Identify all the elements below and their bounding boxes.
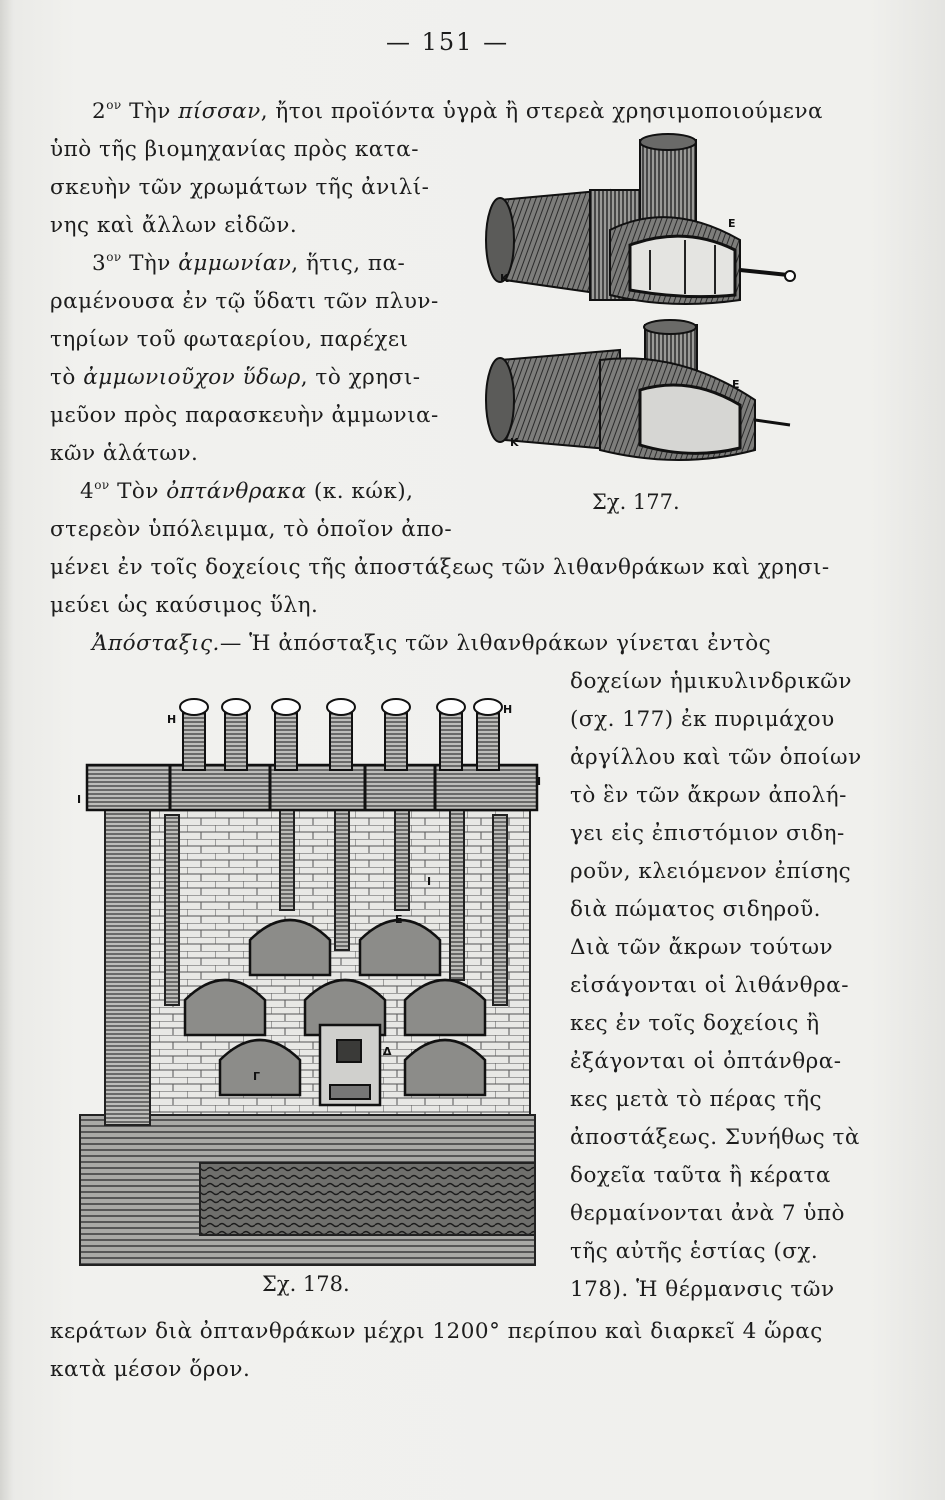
paragraph-line: τηρίων τοῦ φωταερίου, παρέχει xyxy=(50,327,409,352)
paragraph-line: μεύει ὡς καύσιμος ὕλη. xyxy=(50,593,319,618)
paragraph-line: κεράτων διὰ ὀπτανθράκων μέχρι 1200° περίπου καὶ διαρκεῖ 4 ὥρας xyxy=(50,1319,823,1344)
label-g: Γ xyxy=(253,1070,261,1083)
paragraph-line: γει εἰς ἐπιστόμιον σιδη- xyxy=(570,821,845,846)
label-e-oven: Ε xyxy=(395,913,403,926)
paragraph-line: ἀργίλλου καὶ τῶν ὁποίων xyxy=(570,745,862,770)
figure-178-furnace xyxy=(75,685,545,1275)
paragraph-line: ἐξάγονται οἱ ὀπτάνθρα- xyxy=(570,1049,842,1074)
label-i-inner: Ι xyxy=(427,875,432,888)
paragraph-line: μένει ἐν τοῖς δοχείοις τῆς ἀποστάξεως τῶν λιθανθράκων καὶ χρησι- xyxy=(50,555,830,580)
paragraph-line: ραμένουσα ἐν τῷ ὕδατι τῶν πλυν- xyxy=(50,289,439,314)
label-k-upper: Κ xyxy=(500,272,509,285)
paragraph-line: ὑπὸ τῆς βιομηχανίας πρὸς κατα- xyxy=(50,137,419,162)
paragraph-line: θερμαίνονται ἀνὰ 7 ὑπὸ xyxy=(570,1201,846,1226)
paragraph-line: $4^{o\nu}$ Τὸν ὀπτάνθρακα (κ. κώκ), xyxy=(80,478,414,504)
paragraph-line: $2^{o\nu}$ Τὴν πίσσαν, ἤτοι προϊόντα ὑγρὰ ἢ στερεὰ χρησιμοποιούμενα xyxy=(92,98,824,124)
paragraph-line: τῆς αὐτῆς ἑστίας (σχ. xyxy=(570,1239,819,1264)
collecting-main xyxy=(87,765,537,810)
paragraph-line: 178). Ἡ θέρμανσις τῶν xyxy=(570,1277,835,1302)
paragraph-line: μεῦον πρὸς παρασκευὴν ἀμμωνια- xyxy=(50,403,439,428)
paragraph-line: (σχ. 177) ἐκ πυριμάχου xyxy=(570,707,835,732)
page-spine-shadow xyxy=(0,0,14,1500)
paragraph-line: ἀποστάξεως. Συνήθως τὰ xyxy=(570,1125,860,1150)
label-h-right: Η xyxy=(503,703,513,716)
paragraph-line: ροῦν, κλειόμενον ἐπίσης xyxy=(570,859,852,884)
paragraph-line: τὸ ἓν τῶν ἄκρων ἀπολή- xyxy=(570,783,847,808)
label-d: Δ xyxy=(383,1045,392,1058)
figure-177-retorts xyxy=(470,130,800,490)
paragraph-line: διὰ πώματος σιδηροῦ. xyxy=(570,897,822,922)
paragraph-line: στερεὸν ὑπόλειμμα, τὸ ὁποῖον ἀπο- xyxy=(50,517,453,542)
retort-upper xyxy=(486,134,795,304)
paragraph-line: Διὰ τῶν ἄκρων τούτων xyxy=(570,935,834,960)
label-k-lower: Κ xyxy=(510,436,519,449)
paragraph-line: κατὰ μέσον ὅρον. xyxy=(50,1357,251,1382)
paragraph-line: κες μετὰ τὸ πέρας τῆς xyxy=(570,1087,823,1112)
paragraph-line: εἰσάγονται οἱ λιθάνθρα- xyxy=(570,973,849,998)
paragraph-line: δοχεῖα ταῦτα ἢ κέρατα xyxy=(570,1163,831,1188)
figure-178-caption: Σχ. 178. xyxy=(262,1272,350,1296)
paragraph-line: κῶν ἁλάτων. xyxy=(50,441,199,466)
section-heading-line: Ἀπόσταξις.— Ἡ ἀπόσταξις τῶν λιθανθράκων γίνεται ἐντὸς xyxy=(92,631,772,656)
retort-lower xyxy=(486,320,790,460)
page-number: — 151 — xyxy=(386,28,510,56)
label-e-lower: Ε xyxy=(732,378,740,391)
label-i-right: Ι xyxy=(537,775,542,788)
figure-177-caption: Σχ. 177. xyxy=(592,490,680,514)
paragraph-line: $3^{o\nu}$ Τὴν ἀμμωνίαν, ἥτις, πα- xyxy=(92,250,406,276)
label-i-left: Ι xyxy=(77,793,82,806)
standpipes xyxy=(180,699,502,770)
paragraph-line: σκευὴν τῶν χρωμάτων τῆς ἀνιλί- xyxy=(50,175,430,200)
paragraph-line: τὸ ἀμμωνιοῦχον ὕδωρ, τὸ χρησι- xyxy=(50,365,421,390)
paragraph-line: κες ἐν τοῖς δοχείοις ἢ xyxy=(570,1011,820,1036)
paragraph-line: νης καὶ ἄλλων εἰδῶν. xyxy=(50,213,298,238)
paragraph-line: δοχείων ἡμικυλινδρικῶν xyxy=(570,669,852,694)
label-e-upper: Ε xyxy=(728,217,736,230)
label-h-left: Η xyxy=(167,713,177,726)
